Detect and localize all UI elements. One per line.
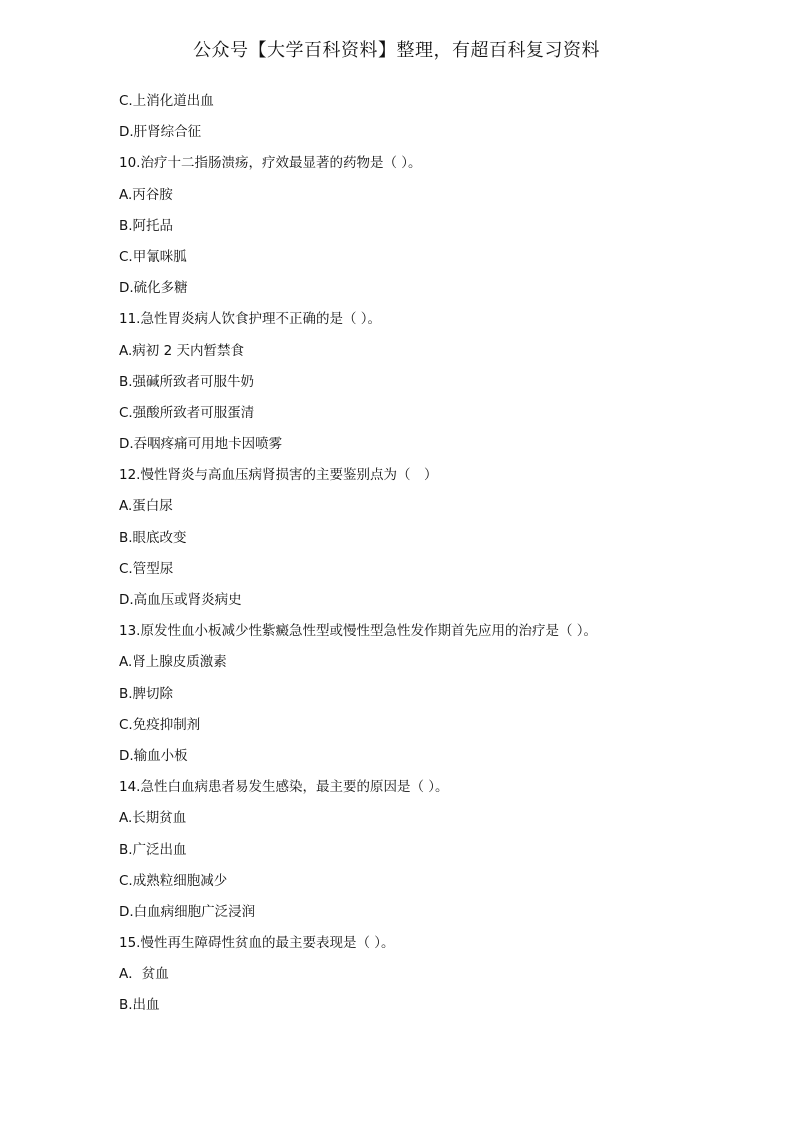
option-a: A.蛋白尿 [119, 498, 173, 515]
option-c: C.免疫抑制剂 [119, 716, 201, 733]
option-a: A．贫血 [119, 966, 169, 983]
question-12: 12.慢性肾炎与高血压病肾损害的主要鉴别点为（ ） [119, 467, 438, 484]
option-b: B.阿托品 [119, 217, 174, 234]
page-header: 公众号【大学百科资料】整理，有超百科复习资料 [193, 40, 600, 61]
option-d: D.吞咽疼痛可用地卡因喷雾 [119, 436, 283, 453]
option-c: C.成熟粒细胞减少 [119, 872, 228, 889]
option-d: D.肝肾综合征 [119, 124, 202, 141]
option-a: A.长期贫血 [119, 810, 187, 827]
question-11: 11.急性胃炎病人饮食护理不正确的是（ ）。 [119, 311, 382, 328]
option-a: A.丙谷胺 [119, 186, 173, 203]
option-d: D.高血压或肾炎病史 [119, 592, 242, 608]
option-c: C.上消化道出血 [119, 93, 214, 109]
question-list [119, 86, 719, 1022]
option-b: B.广泛出血 [119, 841, 187, 858]
option-c: C.管型尿 [119, 560, 174, 577]
option-d: D.硫化多糖 [119, 280, 188, 297]
option-b: B.脾切除 [119, 685, 174, 702]
question-10: 10.治疗十二指肠溃疡，疗效最显著的药物是（ ）。 [119, 155, 422, 172]
question-15: 15.慢性再生障碍性贫血的最主要表现是（ ）。 [119, 935, 395, 952]
option-a: A.肾上腺皮质激素 [119, 654, 227, 671]
option-c: C.甲氰咪胍 [119, 248, 187, 265]
option-b: B.强碱所致者可服牛奶 [119, 373, 255, 390]
option-b: B.出血 [119, 997, 160, 1014]
option-a: A.病初 2 天内暂禁食 [119, 342, 244, 359]
question-13: 13.原发性血小板减少性紫癜急性型或慢性型急性发作期首先应用的治疗是（ ）。 [119, 623, 598, 640]
option-b: B.眼底改变 [119, 529, 187, 546]
option-c: C.强酸所致者可服蛋清 [119, 404, 255, 421]
option-d: D.白血病细胞广泛浸润 [119, 903, 256, 920]
option-d: D.输血小板 [119, 747, 188, 764]
question-14: 14.急性白血病患者易发生感染，最主要的原因是（ ）。 [119, 779, 449, 796]
